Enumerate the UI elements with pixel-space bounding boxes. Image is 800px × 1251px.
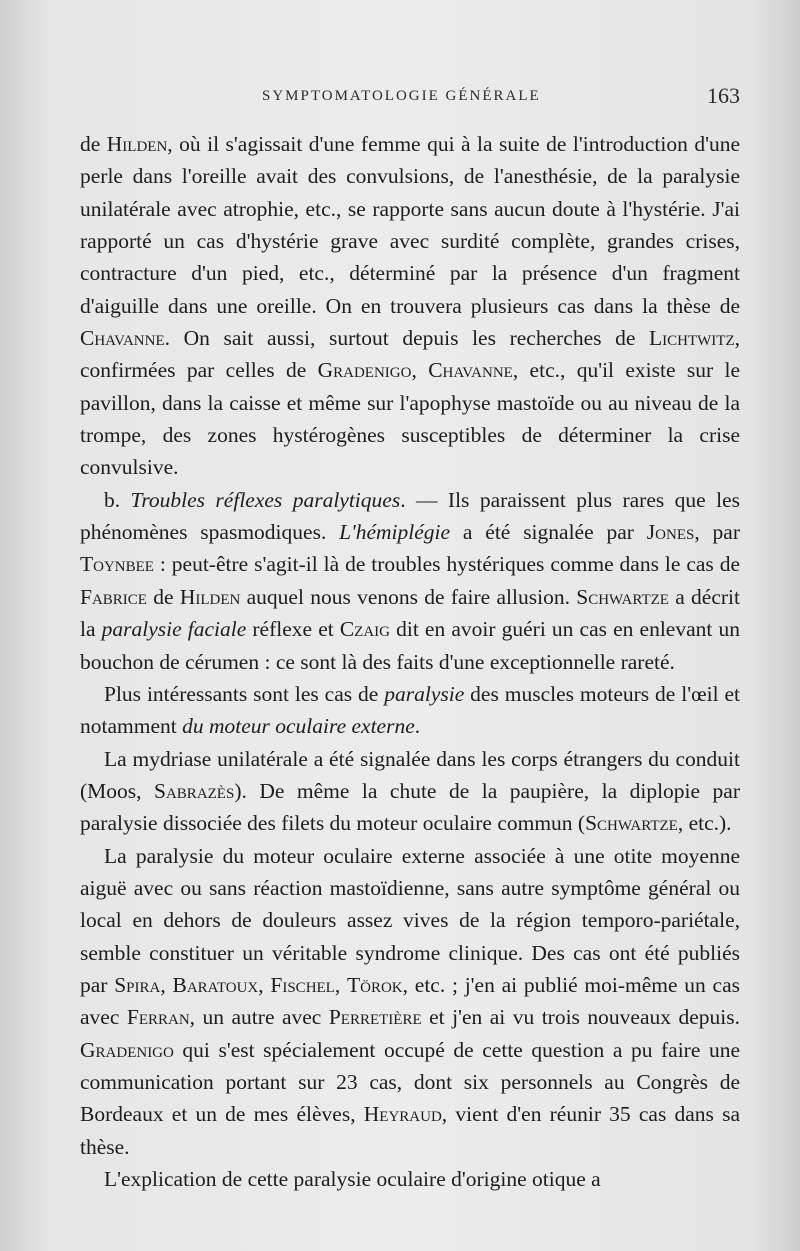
paragraph [80,678,740,743]
body-text [80,128,740,1195]
name-small-caps: Schwartze [585,811,678,836]
paragraph [80,743,740,840]
name-small-caps: Chavanne [80,326,165,351]
name-small-caps: Hilden [106,132,168,156]
text-run: , confirmées par celles de [80,326,740,383]
name-small-caps: Heyraud [363,1102,442,1127]
text-run: réflexe et [246,617,340,642]
name-small-caps: Sabrazès [154,778,235,803]
italic-text: du moteur oculaire externe [182,714,415,739]
text-run: b. [104,487,131,512]
text-run: , etc. ; j'en ai publié moi-même un cas avec [80,972,741,1030]
name-small-caps: Schwartze [576,584,669,609]
name-small-caps: Lichtwitz [649,326,735,351]
text-run: de [146,584,180,609]
text-run: La paralysie du moteur oculaire externe associée à une otite moyenne aiguë avec ou sans réaction mastoïdienne, sans autre symptôme général ou local en dehors de douleurs assez vives de la région temporo-pariétale, semble constituer un véritable syndrome clinique. Des cas ont été publiés par [80,843,740,997]
text-run: . On sait aussi, surtout depuis les recherches de [164,326,650,351]
text-run: , un autre avec [189,1005,329,1030]
text-run: , où il s'agissait d'une femme qui à la suite de l'introduction d'une perle dans l'oreille avait des convulsions, de l'anesthésie, de la paralysie unilatérale avec atrophie, etc., se rapporte sans aucun doute à l'hystérie. J'ai rapporté un cas d'hystérie grave avec surdité complète, grandes crises, contracture d'un pied, etc., déterminé par la présence d'un fragment d'aiguille dans une oreille. On en trouvera plusieurs cas dans la thèse de [80,132,741,318]
paragraph [80,1163,740,1195]
text-run: Plus intéressants sont les cas de [104,681,385,706]
paragraph [80,128,740,484]
text-run: a été signalée par [450,520,647,545]
text-run: ). De même la chute de la paupière, la diplopie par paralysie dissociée des filets du moteur oculaire commun ( [80,778,740,836]
text-run: de [80,132,107,156]
text-run: qui s'est spécialement occupé de cette question a pu faire une communication portant sur 23 cas, dont six personnels au Congrès de Bordeaux et un de mes élèves, [80,1037,740,1127]
name-small-caps: Gradenigo [80,1037,174,1062]
text-run: , vient d'en réunir 35 cas dans sa thèse. [80,1102,741,1159]
italic-text: Troubles réflexes paralytiques [130,487,401,512]
name-small-caps: Chavanne [428,358,513,383]
name-small-caps: Jones [646,520,695,545]
paragraph [80,840,740,1163]
name-small-caps: Hilden [179,584,241,609]
name-small-caps: Czaig [339,617,390,642]
text-run: . — Ils paraissent plus rares que les phénomènes spasmodiques. [80,487,740,545]
name-small-caps: Spira [114,972,161,997]
name-small-caps: Toynbee [80,552,154,577]
text-run: L'explication de cette paralysie oculaire d'origine otique a [104,1167,601,1191]
text-run: auquel nous venons de faire allusion. [240,584,577,609]
name-small-caps: Ferran [126,1005,190,1030]
text-run: , par [694,520,740,545]
text-run: . [414,714,421,739]
name-small-caps: Baratoux [172,972,259,997]
name-small-caps: Perretière [328,1005,422,1030]
text-run: , [411,358,429,383]
text-run: , [334,972,347,997]
text-run: , [258,972,271,997]
italic-text: paralysie [384,681,465,706]
name-small-caps: Fabrice [80,584,147,609]
italic-text: paralysie faciale [101,617,247,642]
text-run: des muscles moteurs de l'œil et notamment [80,681,740,739]
text-run: dit en avoir guéri un cas en enlevant un bouchon de cérumen : ce sont là des faits d'une exceptionnelle rareté. [80,617,740,674]
text-run: et j'en ai vu trois nouveaux depuis. [421,1005,740,1030]
page-number: 163 [707,83,740,108]
name-small-caps: Törok [347,972,403,997]
text-run: La mydriase unilatérale a été signalée dans les corps étrangers du conduit (Moos, [80,746,740,803]
name-small-caps: Gradenigo [317,358,412,383]
text-run: , [160,972,173,997]
text-run: : peut-être s'agit-il là de troubles hystériques comme dans le cas de [153,552,740,577]
text-run: , etc.). [677,811,732,836]
running-title: SYMPTOMATOLOGIE GÉNÉRALE [262,88,541,104]
text-run: a décrit la [80,584,740,642]
paragraph [80,484,740,678]
text-run: , etc., qu'il existe sur le pavillon, dans la caisse et même sur l'apophyse mastoïde ou au niveau de la trompe, des zones hystérogènes susceptibles de déterminer la crise convulsive. [80,358,741,480]
italic-text: L'hémiplégie [339,520,451,545]
name-small-caps: Fischel [270,972,335,997]
